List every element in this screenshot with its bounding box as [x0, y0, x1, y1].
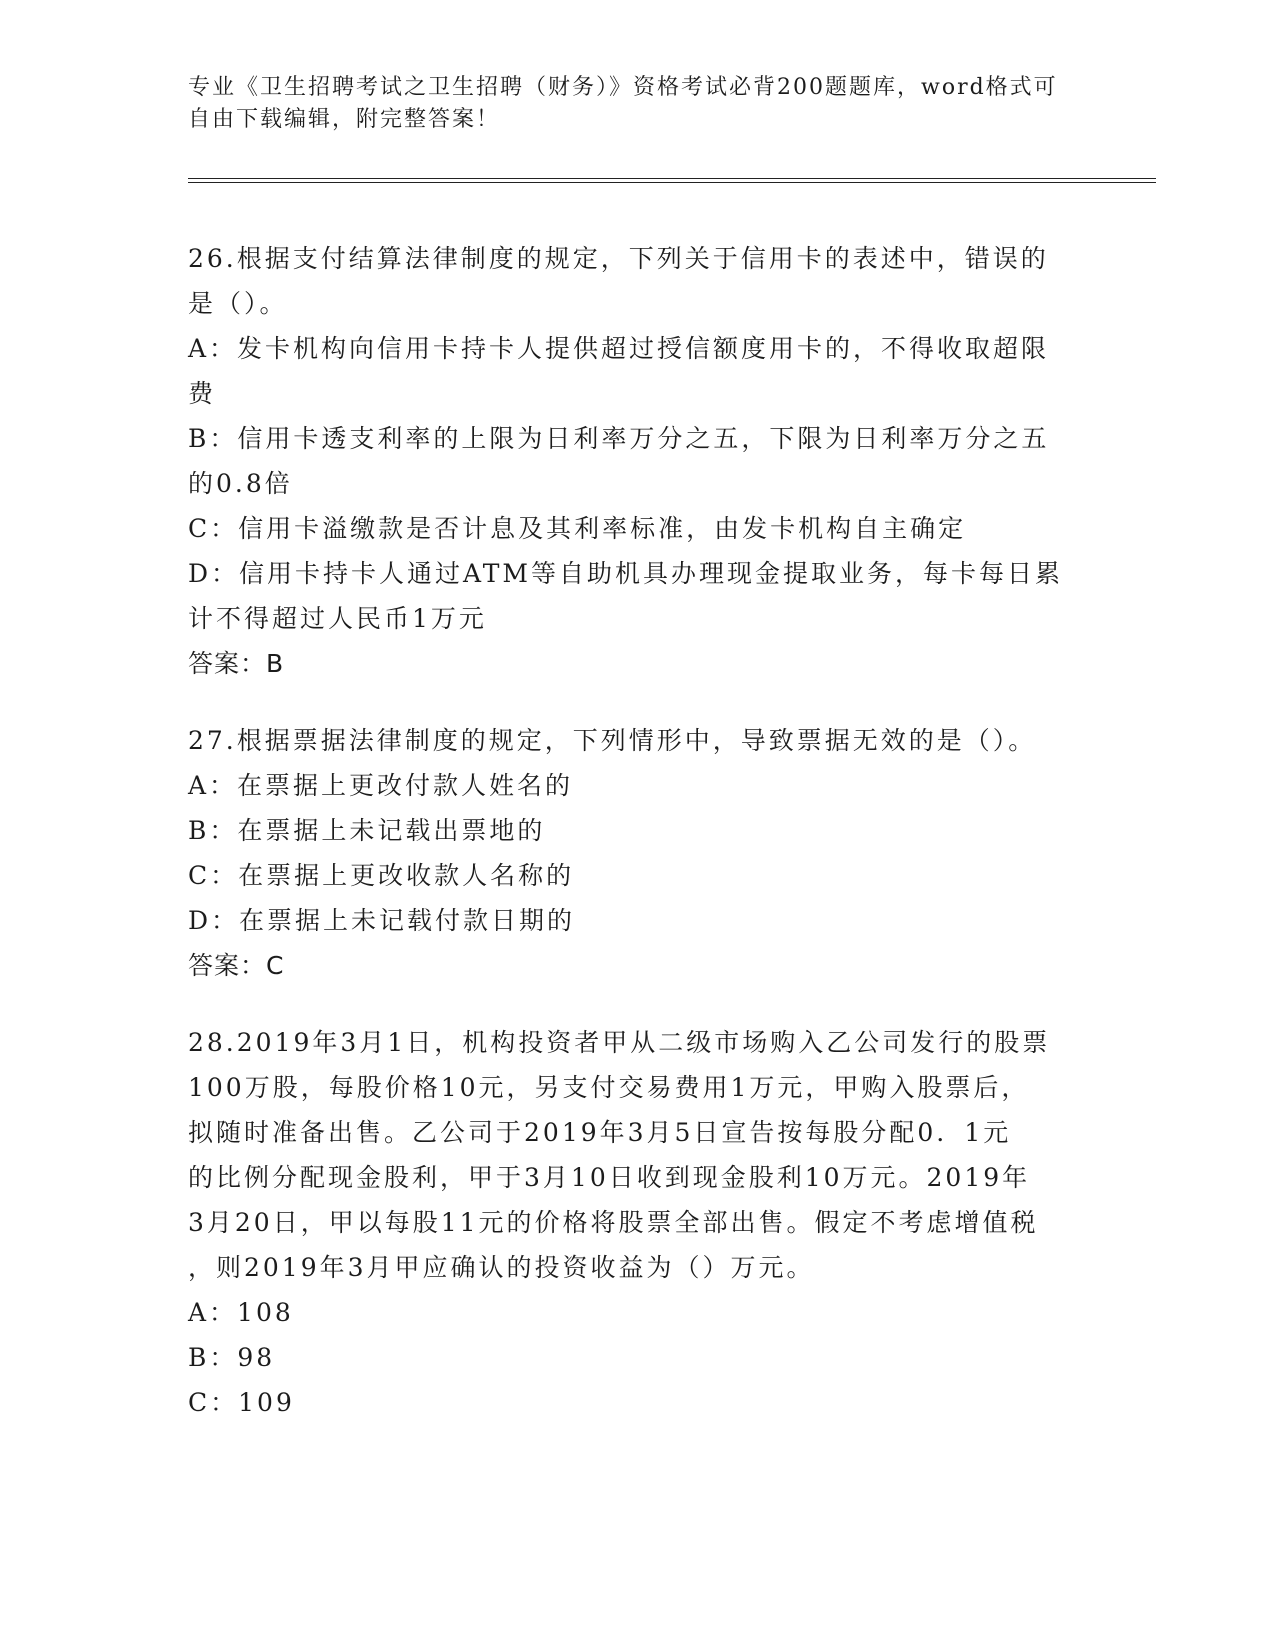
- question-28: [188, 1020, 1088, 1425]
- question-26: [188, 236, 1088, 686]
- option-c: C：信用卡溢缴款是否计息及其利率标准，由发卡机构自主确定: [188, 514, 967, 543]
- answer-label: 答案：C: [188, 951, 285, 980]
- question-stem: 27.根据票据法律制度的规定，下列情形中，导致票据无效的是（）。: [188, 726, 1037, 755]
- option-c: C：109: [188, 1388, 295, 1417]
- option-b: B：98: [188, 1343, 276, 1372]
- option-d: D：信用卡持卡人通过ATM等自助机具办理现金提取业务，每卡每日累 计不得超过人民币1万元: [188, 559, 1064, 633]
- option-a: A：发卡机构向信用卡持卡人提供超过授信额度用卡的，不得收取超限 费: [188, 334, 1050, 408]
- option-c: C：在票据上更改收款人名称的: [188, 861, 575, 890]
- option-a: A：在票据上更改付款人姓名的: [188, 771, 574, 800]
- option-a: A：108: [188, 1298, 294, 1327]
- option-b: B：在票据上未记载出票地的: [188, 816, 546, 845]
- question-stem: 28.2019年3月1日，机构投资者甲从二级市场购入乙公司发行的股票 100万股，每股价格10元，另支付交易费用1万元，甲购入股票后， 拟随时准备出售。乙公司于2019年3月5日宣告按每股分配0．1元 的比例分配现金股利，甲于3月10日收到现金股利10万元。2019年 3月20日，甲以每股11元的价格将股票全部出售。假定不考虑增值税 ，则2019年3月甲应确认的投资收益为（）万元。: [188, 1028, 1051, 1282]
- header-double-rule: [188, 178, 1156, 183]
- question-stem: 26.根据支付结算法律制度的规定，下列关于信用卡的表述中，错误的 是（）。: [188, 244, 1049, 318]
- answer-label: 答案：B: [188, 649, 285, 678]
- question-list: [188, 236, 1088, 1457]
- option-d: D：在票据上未记载付款日期的: [188, 906, 576, 935]
- option-b: B：信用卡透支利率的上限为日利率万分之五，下限为日利率万分之五 的0.8倍: [188, 424, 1050, 498]
- question-27: [188, 718, 1088, 988]
- document-header: 专业《卫生招聘考试之卫生招聘（财务）》资格考试必背200题题库，word格式可自由下载编辑，附完整答案！: [188, 75, 1058, 132]
